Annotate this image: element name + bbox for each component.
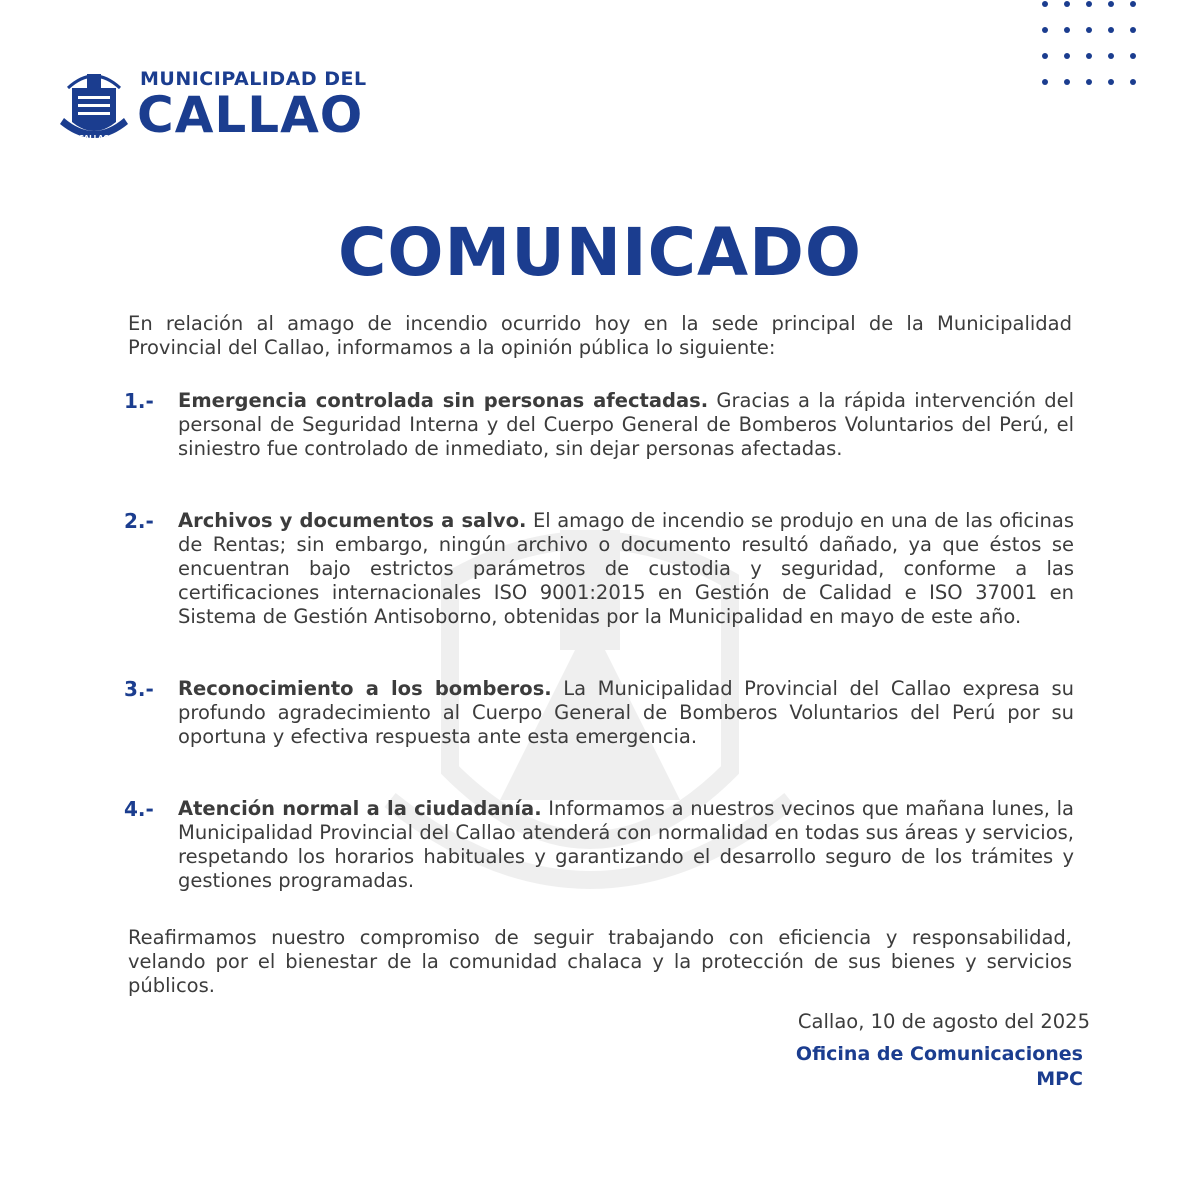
item-text: [178, 677, 1074, 749]
decorative-dot: [1108, 1, 1114, 7]
page-title: COMUNICADO: [337, 214, 862, 291]
office-abbreviation: MPC: [1036, 1068, 1083, 1090]
item-number: 4.-: [124, 797, 154, 821]
logo-text-line2: CALLAO: [137, 86, 364, 144]
decorative-dot: [1064, 1, 1070, 7]
decorative-dot: [1086, 27, 1092, 33]
decorative-dot: [1086, 1, 1092, 7]
decorative-dot: [1130, 53, 1136, 59]
intro-paragraph: En relación al amago de incendio ocurrido hoy en la sede principal de la Municipalidad Provincial del Callao, informamos a la opinión pública lo siguiente:: [128, 312, 1072, 359]
decorative-dot: [1086, 53, 1092, 59]
decorative-dot: [1064, 27, 1070, 33]
item-number: 3.-: [124, 677, 154, 701]
logo-text-line1: MUNICIPALIDAD DEL: [140, 68, 367, 90]
item-body: La Municipalidad Provincial del Callao expresa su profundo agradecimiento al Cuerpo General de Bomberos Voluntarios del Perú por su oportuna y efectiva respuesta ante esta emergencia.: [178, 677, 1074, 748]
closing-paragraph: Reafirmamos nuestro compromiso de seguir trabajando con eficiencia y responsabilidad, velando por el bienestar de la comunidad chalaca y la protección de sus bienes y servicios públicos.: [128, 926, 1072, 997]
item-text: [178, 389, 1074, 461]
item-heading: Reconocimiento a los bomberos.: [178, 677, 552, 700]
item-body: Gracias a la rápida intervención del personal de Seguridad Interna y del Cuerpo General de Bomberos Voluntarios del Perú, el siniestro fue controlado de inmediato, sin dejar personas afectadas.: [178, 389, 1075, 460]
item-heading: Atención normal a la ciudadanía.: [178, 797, 542, 820]
item-heading: Emergencia controlada sin personas afectadas.: [178, 389, 709, 412]
item-text: [178, 797, 1074, 893]
item-body: El amago de incendio se produjo en una de las oficinas de Rentas; sin embargo, ningún archivo o documento resultó dañado, ya que éstos se encuentran bajo estrictos parámetros de custodia y seguridad, conforme a las certificaciones internacionales ISO 9001:2015 en Gestión de Calidad e ISO 37001 en Sistema de Gestión Antisoborno, obtenidas por la Municipalidad en mayo de este año.: [178, 509, 1074, 628]
decorative-dot: [1130, 79, 1136, 85]
decorative-dot: [1108, 79, 1114, 85]
decorative-dot: [1130, 1, 1136, 7]
signature-block: [796, 1042, 1083, 1092]
emblem-caption: CALLAO: [78, 134, 110, 142]
decorative-dot: [1108, 27, 1114, 33]
item-text: [178, 509, 1074, 629]
item-number: 2.-: [124, 509, 154, 533]
decorative-dot: [1042, 27, 1048, 33]
decorative-dot: [1064, 79, 1070, 85]
decorative-dot: [1042, 79, 1048, 85]
office-name: Oficina de Comunicaciones: [795, 1043, 1083, 1065]
decorative-dot: [1108, 53, 1114, 59]
item-number: 1.-: [124, 389, 154, 413]
decorative-dot: [1086, 79, 1092, 85]
date-line: Callao, 10 de agosto del 2025: [797, 1010, 1090, 1033]
item-heading: Archivos y documentos a salvo.: [178, 509, 527, 532]
decorative-dot: [1130, 27, 1136, 33]
item-body: Informamos a nuestros vecinos que mañana lunes, la Municipalidad Provincial del Callao atenderá con normalidad en todas sus áreas y servicios, respetando los horarios habituales y garantizando el desarrollo seguro de los trámites y gestiones programadas.: [178, 797, 1074, 892]
callao-emblem-icon: [58, 60, 130, 148]
decorative-dot: [1064, 53, 1070, 59]
decorative-dot: [1042, 53, 1048, 59]
dot-grid-decoration: [1040, 0, 1160, 110]
municipality-logo: [58, 60, 388, 150]
decorative-dot: [1042, 1, 1048, 7]
